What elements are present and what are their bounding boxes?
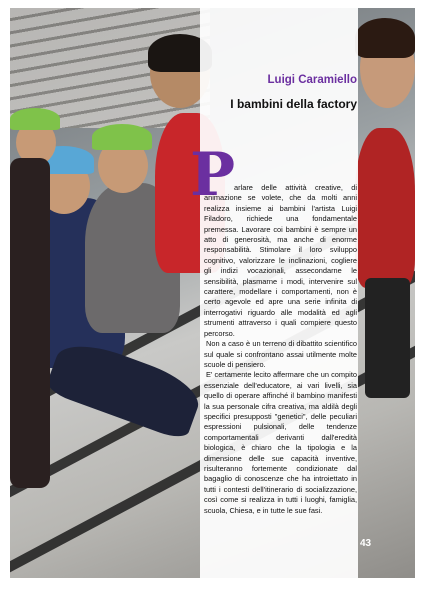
girl-red-top xyxy=(355,128,415,288)
author-name: Luigi Caramiello xyxy=(267,74,357,86)
drop-cap: P xyxy=(190,140,236,210)
paragraph: E' certamente lecito affermare che un compito essenziale dell'educatore, ai vari livelli, sia quello di operare affinché il bambino manifesti la sua personale cifra creativa, ma aldilà degli specifici presupposti "genetici", delle peculiari espressioni pulsionali, delle tendenze comportamentali derivanti dall'eredità biologica, è chiaro che la tipologia e la dimensione delle sue capacità inventive, risulteranno fortemente condizionate dal bagaglio di conoscenze che ha introiettato in tutti i contesti dell'itinerario di socializzazione, così come si realizza in tutti i luoghi, famiglia, scuola, Chiesa, e in tutte le sue fasi. xyxy=(204,370,357,515)
article-body xyxy=(204,183,357,516)
article-title: I bambini della factory xyxy=(230,97,357,111)
green-cap xyxy=(10,108,60,130)
girl-hair xyxy=(355,18,415,58)
child-dark-jacket xyxy=(10,158,50,488)
paragraph: arlare delle attività creative, di animazione se volete, che da molti anni realizza insieme ai bambini l'artista Luigi Filadoro, richiede una fondamentale premessa. Lavorare coi bambini è sempre un atto di generosità, ma anche di enorme responsabilità. Stimolare il loro sviluppo cognitivo, valorizzare le inclinazioni, cogliere gli indizi vocazionali, assecondarne le sensibilità, plasmarne i modi, intervenire sul carattere, modellare i comportamenti, non è certo agevole ed apre una serie infinita di interrogativi riguardo alle modalità ed agli strumenti attraverso i quali compiere questo percorso. xyxy=(204,183,357,338)
page-number: 43 xyxy=(360,538,372,549)
girl-legs xyxy=(365,278,410,398)
green-cap xyxy=(92,124,152,150)
paragraph: Non a caso è un terreno di dibattito scientifico sul quale si confrontano assai utilmente molte scuole di pensiero. xyxy=(204,339,357,369)
